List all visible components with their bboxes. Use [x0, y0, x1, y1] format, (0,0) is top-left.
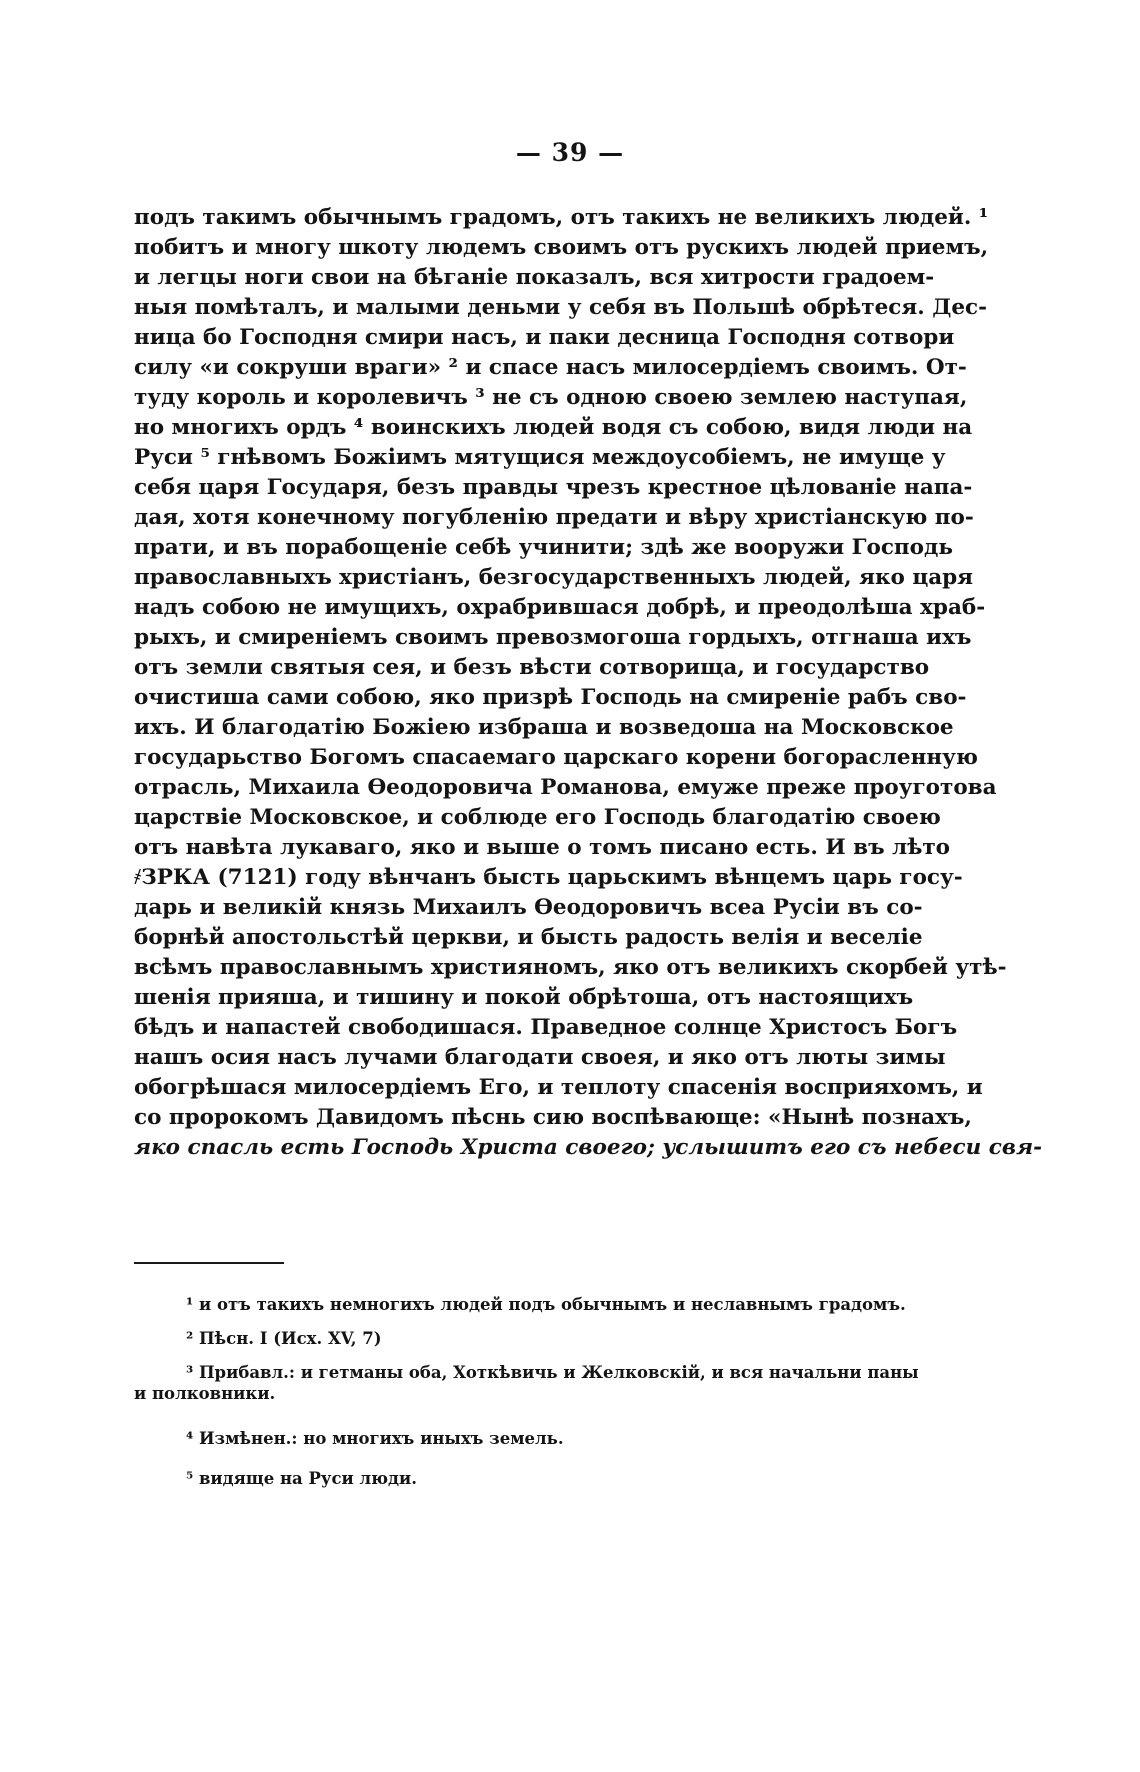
text-line: бѣдъ и напастей свободишася. Праведное солнце Христосъ Богъ: [134, 1015, 958, 1040]
text-line: отъ навѣта лукаваго, яко и выше о томъ писано есть. И въ лѣто: [134, 835, 950, 860]
page-number: — 39 —: [515, 138, 625, 167]
text-line: и легцы ноги свои на бѣганіе показалъ, вся хитрости градоем-: [134, 265, 935, 290]
text-line: отрасль, Михаила Ѳеодоровича Романова, емуже преже проуготова: [134, 775, 997, 800]
text-line: ныя помѣталъ, и малыми деньми у себя въ Польшѣ обрѣтеся. Дес-: [134, 295, 988, 320]
footnotes: [134, 1288, 919, 1496]
text-line-italic: яко спасль есть Господь Христа своего; услышитъ его съ небеси свя-: [134, 1135, 1043, 1160]
text-line: дарь и великій князь Михаилъ Ѳеодоровичъ всеа Русіи въ со-: [134, 895, 923, 920]
text-line: надъ собою не имущихъ, охрабрившася добрѣ, и преодолѣша храб-: [134, 595, 986, 620]
footnote-1: ¹ и отъ такихъ немногихъ людей подъ обычнымъ и неславнымъ градомъ.: [186, 1295, 906, 1314]
text-line: очистиша сами собою, яко призрѣ Господь на смиреніе рабъ сво-: [134, 685, 967, 710]
text-line: побитъ и многу шкоту людемъ своимъ отъ рускихъ людей приемъ,: [134, 235, 989, 260]
footnote-3-continued: и полковники.: [134, 1384, 276, 1403]
text-line: ихъ. И благодатію Божіею избраша и возведоша на Московское: [134, 715, 954, 740]
footnote-4: ⁴ Измѣнен.: но многихъ иныхъ земель.: [186, 1429, 564, 1448]
text-line: борнѣй апостольстѣй церкви, и бысть радость велія и веселіе: [134, 925, 923, 950]
text-line: нашъ осия насъ лучами благодати своея, и яко отъ люты зимы: [134, 1045, 946, 1070]
footnote-3: ³ Прибавл.: и гетманы оба, Хоткѣвичь и Желковскій, и вся начальни паны: [186, 1363, 919, 1382]
text-line: себя царя Государя, безъ правды чрезъ крестное цѣлованіе напа-: [134, 475, 973, 500]
text-line: отъ земли святыя сея, и безъ вѣсти сотворища, и государство: [134, 655, 930, 680]
text-line: но многихъ ордъ ⁴ воинскихъ людей водя съ собою, видя люди на: [134, 415, 973, 440]
text-line: Руси ⁵ гнѣвомъ Божіимъ мятущися междоусобіемъ, не имуще у: [134, 445, 946, 470]
text-line: силу «и сокруши враги» ² и спасе насъ милосердіемъ своимъ. От-: [134, 355, 967, 380]
text-line: подъ такимъ обычнымъ градомъ, отъ такихъ не великихъ людей. ¹: [134, 205, 989, 230]
text-line: православныхъ христіанъ, безгосударственныхъ людей, яко царя: [134, 565, 974, 590]
main-text: [134, 203, 1043, 1163]
text-line: туду король и королевичъ ³ не съ одною своею землею наступая,: [134, 385, 968, 410]
text-line: рыхъ, и смиреніемъ своимъ превозмогоша гордыхъ, отгнаша ихъ: [134, 625, 972, 650]
text-line: государьство Богомъ спасаемаго царскаго корени богорасленную: [134, 745, 978, 770]
footnote-divider: [134, 1262, 284, 1264]
text-line: ница бо Господня смири насъ, и паки десница Господня сотвори: [134, 325, 955, 350]
footnote-5: ⁵ видяще на Руси люди.: [186, 1469, 417, 1488]
text-line: всѣмъ православнымъ християномъ, яко отъ великихъ скорбей утѣ-: [134, 955, 1007, 980]
text-line: дая, хотя конечному погубленію предати и вѣру христіанскую по-: [134, 505, 974, 530]
text-line: царствіе Московское, и соблюде его Господь благодатію своею: [134, 805, 941, 830]
text-line: ҂ЗРКА (7121) году вѣнчанъ бысть царьскимъ вѣнцемъ царь госу-: [134, 865, 963, 890]
text-line: шенія прияша, и тишину и покой обрѣтоша, отъ настоящихъ: [134, 985, 914, 1010]
text-line: обогрѣшася милосердіемъ Его, и теплоту спасенія восприяхомъ, и: [134, 1075, 983, 1100]
text-line: со пророкомъ Давидомъ пѣснь сию воспѣвающе: «Нынѣ познахъ,: [134, 1105, 972, 1130]
footnote-2: ² Пѣсн. I (Исх. XV, 7): [186, 1329, 382, 1348]
text-line: прати, и въ порабощеніе себѣ учинити; здѣ же вооружи Господь: [134, 535, 953, 560]
